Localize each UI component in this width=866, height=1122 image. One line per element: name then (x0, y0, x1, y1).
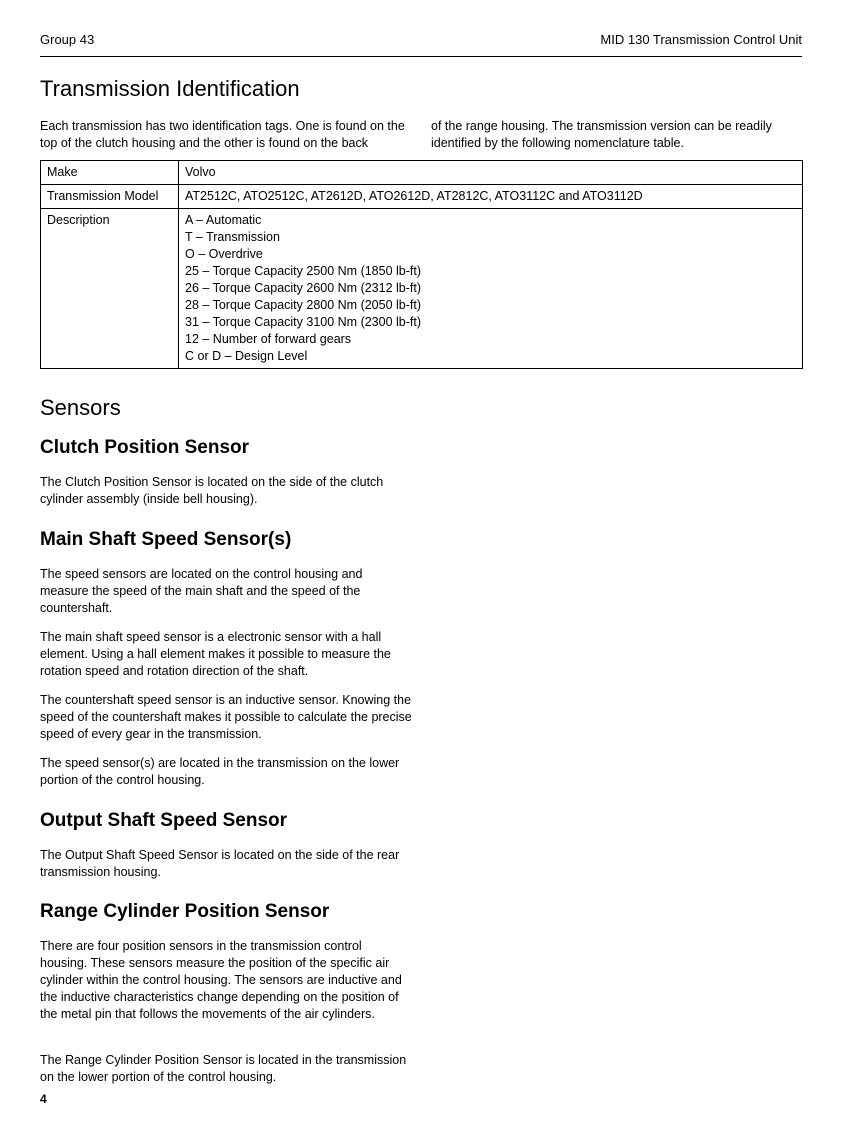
paragraph: The speed sensors are located on the control housing and measure the speed of the main shaft and the speed of the countershaft. (40, 567, 363, 615)
page-number: 4 (40, 1092, 47, 1106)
table-key-model: Transmission Model (41, 185, 179, 209)
description-line: C or D – Design Level (185, 349, 308, 363)
header-title: MID 130 Transmission Control Unit (600, 32, 802, 47)
heading-main-shaft-speed-sensor: Main Shaft Speed Sensor(s) (40, 529, 292, 550)
table-value-make: Volvo (179, 161, 803, 185)
heading-clutch-position-sensor: Clutch Position Sensor (40, 437, 250, 458)
heading-output-shaft-speed-sensor: Output Shaft Speed Sensor (40, 810, 288, 831)
table-row (41, 185, 803, 209)
paragraph: The speed sensor(s) are located in the transmission on the lower portion of the control housing. (40, 756, 400, 787)
section-title-sensors: Sensors (40, 395, 121, 420)
paragraph: The Output Shaft Speed Sensor is located on the side of the rear transmission housing. (40, 848, 400, 879)
description-line: A – Automatic (185, 213, 262, 227)
description-line: 31 – Torque Capacity 3100 Nm (2300 lb-ft) (185, 315, 422, 329)
table-row (41, 209, 803, 369)
paragraph: The main shaft speed sensor is a electronic sensor with a hall element. Using a hall element makes it possible to measure the rotation speed and rotation direction of the shaft. (40, 630, 391, 678)
description-line: 12 – Number of forward gears (185, 332, 352, 346)
section-title-transmission-identification: Transmission Identification (40, 76, 300, 101)
description-line: 28 – Torque Capacity 2800 Nm (2050 lb-ft) (185, 298, 422, 312)
table-value-description (179, 209, 803, 369)
description-line: O – Overdrive (185, 247, 263, 261)
description-line: T – Transmission (185, 230, 280, 244)
description-line: 26 – Torque Capacity 2600 Nm (2312 lb-ft) (185, 281, 422, 295)
table-key-description: Description (41, 209, 179, 369)
paragraph: The countershaft speed sensor is an inductive sensor. Knowing the speed of the countershaft makes it possible to calculate the precise speed of every gear in the transmission. (40, 693, 412, 741)
header-rule (40, 56, 802, 57)
table-key-make: Make (41, 161, 179, 185)
header-group: Group 43 (40, 32, 95, 47)
nomenclature-table (40, 160, 803, 369)
table-row (41, 161, 803, 185)
intro-paragraph-right: of the range housing. The transmission version can be readily identified by the following nomenclature table. (431, 119, 772, 150)
description-line: 25 – Torque Capacity 2500 Nm (1850 lb-ft) (185, 264, 422, 278)
paragraph: The Clutch Position Sensor is located on the side of the clutch cylinder assembly (inside bell housing). (40, 475, 384, 506)
table-value-model: AT2512C, ATO2512C, AT2612D, ATO2612D, AT2812C, ATO3112C and ATO3112D (179, 185, 803, 209)
paragraph: The Range Cylinder Position Sensor is located in the transmission on the lower portion of the control housing. (40, 1053, 407, 1084)
heading-range-cylinder-position-sensor: Range Cylinder Position Sensor (40, 901, 330, 922)
intro-paragraph-left: Each transmission has two identification tags. One is found on the top of the clutch housing and the other is found on the back (40, 119, 405, 150)
paragraph: There are four position sensors in the transmission control housing. These sensors measure the position of the specific air cylinder within the control housing. The sensors are inductive and the inductive characteristics change depending on the position of the metal pin that follows the movements of the air cylinders. (40, 939, 402, 1021)
